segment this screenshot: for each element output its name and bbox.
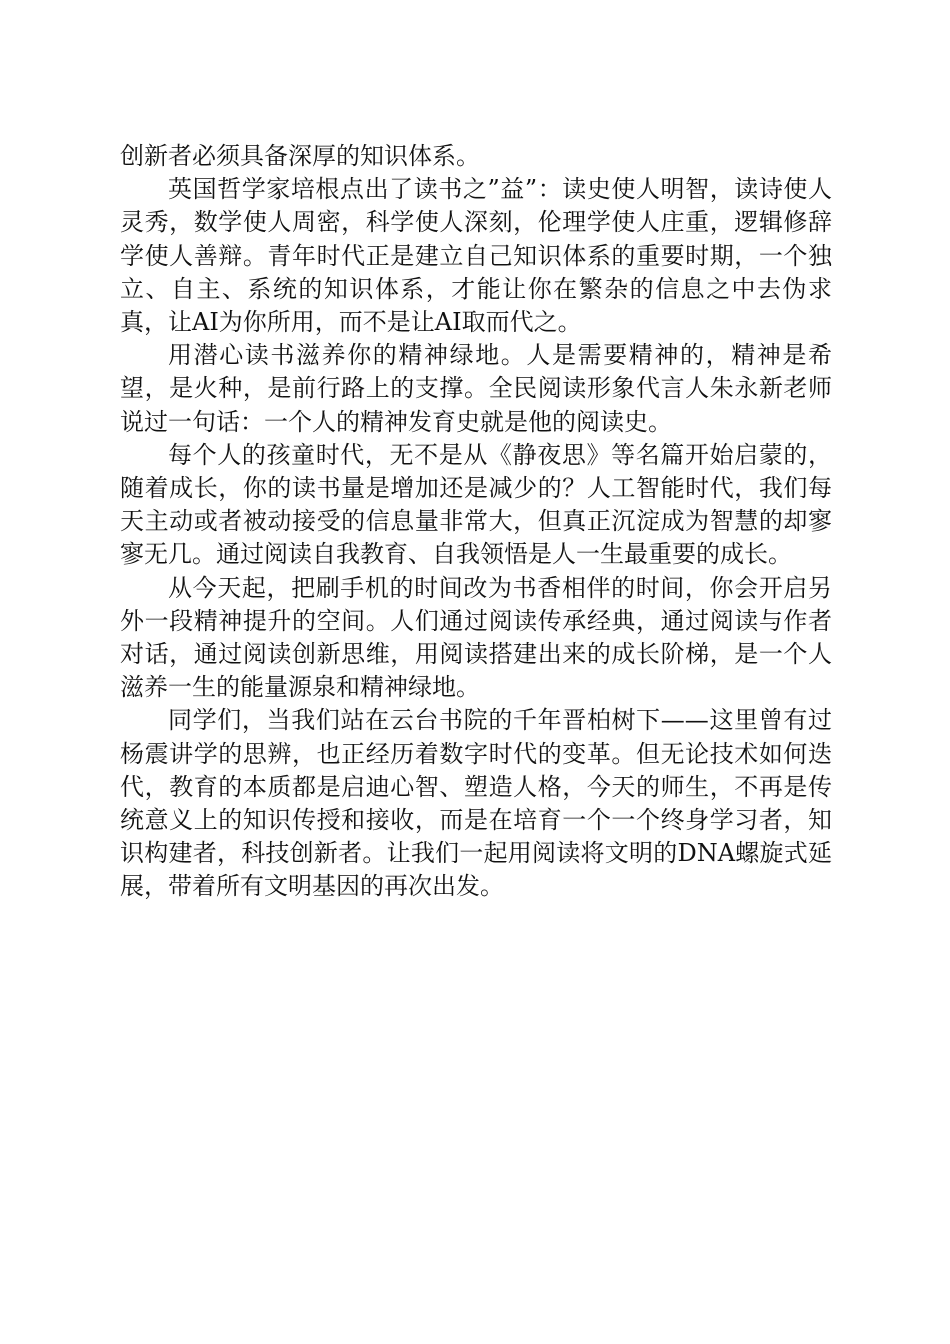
- paragraph-6: 同学们，当我们站在云台书院的千年晋柏树下——这里曾有过杨震讲学的思辨，也正经历着数字时代的变革。但无论技术如何迭代，教育的本质都是启迪心智、塑造人格，今天的师生，不再是传统意义上的知识传授和接收，而是在培育一个一个终身学习者，知识构建者，科技创新者。让我们一起用阅读将文明的DNA螺旋式延展，带着所有文明基因的再次出发。: [120, 706, 832, 901]
- paragraph-4: 每个人的孩童时代，无不是从《静夜思》等名篇开始启蒙的，随着成长，你的读书量是增加还是减少的？人工智能时代，我们每天主动或者被动接受的信息量非常大，但真正沉淀成为智慧的却寥寥无几。通过阅读自我教育、自我领悟是人一生最重要的成长。: [120, 440, 832, 569]
- paragraph-1: 创新者必须具备深厚的知识体系。: [120, 142, 480, 170]
- paragraph-3: 用潜心读书滋养你的精神绿地。人是需要精神的，精神是希望，是火种，是前行路上的支撑。全民阅读形象代言人朱永新老师说过一句话：一个人的精神发育史就是他的阅读史。: [120, 341, 832, 436]
- paragraph-2: 英国哲学家培根点出了读书之”益”：读史使人明智，读诗使人灵秀，数学使人周密，科学使人深刻，伦理学使人庄重，逻辑修辞学使人善辩。青年时代正是建立自己知识体系的重要时期，一个独立、自主、系统的知识体系，才能让你在繁杂的信息之中去伪求真，让AI为你所用，而不是让AI取而代之。: [120, 175, 832, 337]
- paragraph-5: 从今天起，把刷手机的时间改为书香相伴的时间，你会开启另外一段精神提升的空间。人们通过阅读传承经典，通过阅读与作者对话，通过阅读创新思维，用阅读搭建出来的成长阶梯，是一个人滋养一生的能量源泉和精神绿地。: [120, 573, 832, 702]
- document-body: [120, 140, 832, 904]
